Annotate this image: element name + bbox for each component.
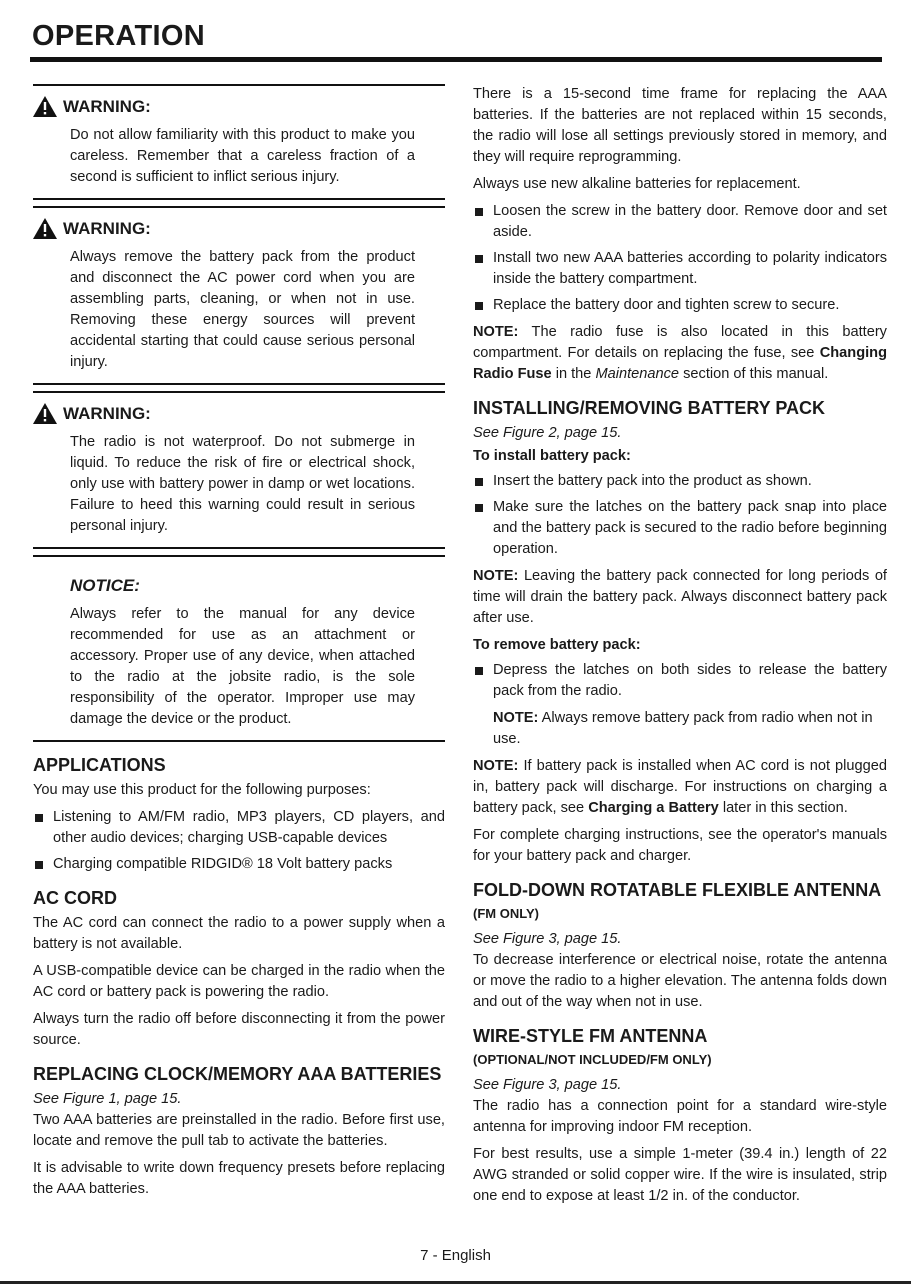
warning-text: The radio is not waterproof. Do not submerge in liquid. To reduce the risk of fire or electrical shock, only use with battery power in damp or wet locations. Failure to heed this warning could result in serious personal injury. bbox=[70, 434, 415, 534]
list-item: Make sure the latches on the battery pack snap into place and the battery pack is secured to the radio before beginning operation. bbox=[473, 497, 887, 560]
clock-batteries-steps bbox=[473, 201, 887, 316]
figure-reference: See Figure 2, page 15. bbox=[473, 425, 622, 441]
warning-icon bbox=[33, 403, 57, 424]
note-link-text: Changing Radio Fuse bbox=[473, 345, 887, 382]
list-item: Insert the battery pack into the product as shown. bbox=[473, 471, 887, 492]
clock-batteries-paragraph: It is advisable to write down frequency presets before replacing the AAA batteries. bbox=[33, 1160, 445, 1197]
battery-pack-heading: INSTALLING/REMOVING BATTERY PACK bbox=[473, 398, 826, 418]
warning-title: WARNING: bbox=[63, 219, 151, 238]
note-text: later in this section. bbox=[722, 800, 848, 816]
note-text: section of this manual. bbox=[683, 366, 829, 382]
note-link-text: Charging a Battery bbox=[588, 800, 719, 816]
ac-cord-paragraph: A USB-compatible device can be charged in the radio when the AC cord or battery pack is powering the radio. bbox=[33, 963, 445, 1000]
warning-title: WARNING: bbox=[63, 97, 151, 116]
list-item: Replace the battery door and tighten screw to secure. bbox=[473, 295, 887, 316]
figure-reference: See Figure 3, page 15. bbox=[473, 931, 622, 947]
wire-antenna-title: WIRE-STYLE FM ANTENNA bbox=[473, 1026, 708, 1046]
notice-box bbox=[33, 555, 445, 742]
clock-batteries-paragraph: There is a 15-second time frame for replacing the AAA batteries. If the batteries are not replaced within 15 seconds, the radio will lose all settings previously stored in memory, and they will require reprogramming. bbox=[473, 86, 887, 165]
applications-heading: APPLICATIONS bbox=[33, 755, 166, 775]
fold-antenna-title: FOLD-DOWN ROTATABLE FLEXIBLE ANTENNA bbox=[473, 880, 881, 900]
page-title: OPERATION bbox=[32, 20, 205, 52]
header-rule bbox=[30, 57, 882, 62]
note-label: NOTE: bbox=[473, 324, 519, 340]
list-item: Charging compatible RIDGID® 18 Volt battery packs bbox=[33, 854, 445, 875]
left-column bbox=[33, 84, 445, 1206]
clock-batteries-heading: REPLACING CLOCK/MEMORY AAA BATTERIES bbox=[33, 1064, 442, 1084]
wire-antenna-heading bbox=[473, 1025, 887, 1071]
applications-intro: You may use this product for the following purposes: bbox=[33, 782, 371, 798]
figure-reference: See Figure 3, page 15. bbox=[473, 1077, 622, 1093]
note-text: Leaving the battery pack connected for long periods of time will drain the battery pack. Always disconnect battery pack after use. bbox=[473, 568, 887, 626]
note-text: in the bbox=[555, 366, 592, 382]
warning-heading bbox=[33, 403, 445, 424]
right-column bbox=[473, 84, 887, 1213]
warning-title: WARNING: bbox=[63, 404, 151, 423]
list-item: Install two new AAA batteries according to polarity indicators inside the battery compartment. bbox=[473, 248, 887, 290]
notice-text: Always refer to the manual for any device recommended for use as an attachment or accessory. Proper use of any device, when attached to the radio at the jobsite radio, is the sole responsibility of the operator. Improper use may damage the device or the product. bbox=[70, 606, 415, 727]
remove-note bbox=[473, 708, 887, 750]
page-number: 7 - English bbox=[420, 1247, 491, 1264]
warning-box-3 bbox=[33, 391, 445, 549]
remove-steps bbox=[473, 660, 887, 702]
install-steps bbox=[473, 471, 887, 560]
warning-text: Always remove the battery pack from the product and disconnect the AC power cord when you are assembling parts, cleaning, or when not in use. Removing these energy sources will prevent accidental starting that could cause serious personal injury. bbox=[70, 249, 415, 370]
fold-antenna-heading bbox=[473, 879, 887, 925]
charging-paragraph: For complete charging instructions, see the operator's manuals for your battery pack and charger. bbox=[473, 827, 887, 864]
warning-heading bbox=[33, 96, 445, 117]
warning-text: Do not allow familiarity with this product to make you careless. Remember that a careless fraction of a second is sufficient to inflict serious injury. bbox=[70, 127, 415, 185]
install-subheading: To install battery pack: bbox=[473, 448, 631, 464]
wire-antenna-paragraph: For best results, use a simple 1-meter (39.4 in.) length of 22 AWG stranded or solid copper wire. If the wire is insulated, strip one end to expose at least 1/2 in. of the conductor. bbox=[473, 1146, 887, 1204]
bottom-rule bbox=[0, 1281, 911, 1284]
note-label: NOTE: bbox=[473, 758, 519, 774]
ac-cord-heading: AC CORD bbox=[33, 888, 117, 908]
fold-antenna-qualifier: (FM ONLY) bbox=[473, 906, 539, 921]
remove-subheading: To remove battery pack: bbox=[473, 637, 641, 653]
ac-cord-paragraph: Always turn the radio off before disconnecting it from the power source. bbox=[33, 1011, 445, 1048]
note-label: NOTE: bbox=[493, 710, 539, 726]
list-item: Loosen the screw in the battery door. Remove door and set aside. bbox=[473, 201, 887, 243]
note-label: NOTE: bbox=[473, 568, 519, 584]
wire-antenna-paragraph: The radio has a connection point for a standard wire-style antenna for improving indoor FM reception. bbox=[473, 1098, 887, 1135]
list-item: Depress the latches on both sides to release the battery pack from the radio. bbox=[473, 660, 887, 702]
warning-box-2 bbox=[33, 206, 445, 385]
clock-batteries-paragraph: Two AAA batteries are preinstalled in the radio. Before first use, locate and remove the pull tab to activate the batteries. bbox=[33, 1112, 445, 1149]
note-text: Always remove battery pack from radio when not in use. bbox=[493, 710, 873, 747]
warning-heading bbox=[33, 218, 445, 239]
warning-box-1 bbox=[33, 84, 445, 200]
notice-title: NOTICE: bbox=[70, 576, 140, 595]
fuse-note bbox=[473, 322, 887, 385]
note-italic-text: Maintenance bbox=[595, 366, 680, 382]
clock-batteries-paragraph: Always use new alkaline batteries for replacement. bbox=[473, 176, 801, 192]
discharge-note bbox=[473, 756, 887, 819]
note-text: The radio fuse is also located in this battery compartment. For details on replacing the fuse, see bbox=[473, 324, 887, 361]
fold-antenna-text: To decrease interference or electrical noise, rotate the antenna or move the radio to a higher elevation. The antenna folds down and out of the way when not in use. bbox=[473, 952, 887, 1010]
drain-note bbox=[473, 566, 887, 629]
wire-antenna-qualifier: (OPTIONAL/NOT INCLUDED/FM ONLY) bbox=[473, 1052, 712, 1067]
ac-cord-paragraph: The AC cord can connect the radio to a power supply when a battery is not available. bbox=[33, 915, 445, 952]
note-text: If battery pack is installed when AC cord is not plugged in, battery pack will discharge. For instructions on charging a battery pack, see bbox=[473, 758, 887, 816]
figure-reference: See Figure 1, page 15. bbox=[33, 1091, 182, 1107]
list-item: Listening to AM/FM radio, MP3 players, CD players, and other audio devices; charging USB-capable devices bbox=[33, 807, 445, 849]
warning-icon bbox=[33, 96, 57, 117]
warning-icon bbox=[33, 218, 57, 239]
applications-list bbox=[33, 807, 445, 875]
